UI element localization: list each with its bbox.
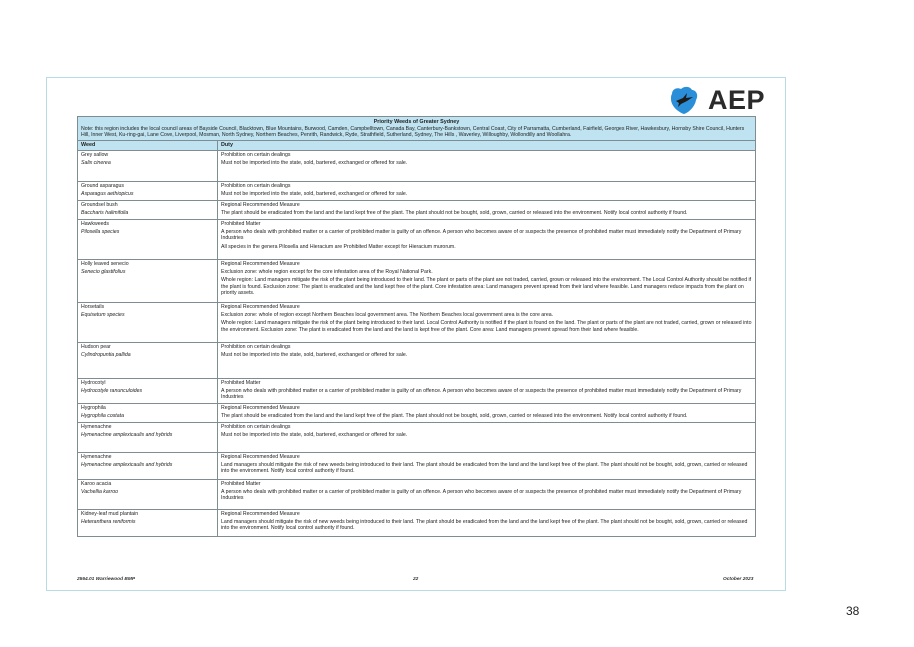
weed-common-name: Hymenachne — [81, 423, 112, 430]
weed-common-name: Hydrocotyl — [81, 380, 106, 387]
header-duty: Duty — [218, 141, 756, 151]
table-row — [78, 260, 756, 303]
duty-text: A person who deals with prohibited matter or a carrier of prohibited matter is guilty of an offence. A person who becomes aware of or suspects the presence of prohibited matter must immediately notify the Department of Primary Industries — [221, 229, 742, 242]
duty-cell — [218, 479, 756, 509]
weed-scientific-name: Hymenachne amplexicaulis and hybrids — [81, 431, 173, 438]
table-row — [78, 182, 756, 201]
weed-scientific-name: Hydrocotyle ranunculoides — [81, 388, 143, 395]
duty-title: Regional Recommended Measure — [221, 304, 300, 311]
table-row — [78, 379, 756, 403]
duty-text: Exclusion zone: whole of region except Northern Beaches local government area. The Northern Beaches local government area is the core area. — [221, 312, 554, 319]
weed-common-name: Grey sallow — [81, 152, 109, 159]
duty-title: Prohibition on certain dealings — [221, 423, 291, 430]
weed-scientific-name: Hygrophila costata — [81, 412, 124, 419]
duty-text-extra: Whole region: Land managers mitigate the risk of the plant being introduced to their land. Local Control Authority is notified if the plant is found on the land. The plant or parts of the plant are not traded, carried, grown or released into the environment. Exclusion zone: The plant is eradicated from the land and the land is kept free of the plant. Core area: Land managers prevent spread from their land where feasible. — [221, 320, 752, 333]
duty-cell — [218, 343, 756, 379]
weed-cell — [78, 260, 218, 303]
weed-scientific-name: Equisetum species — [81, 312, 125, 319]
table-row — [78, 220, 756, 260]
weed-common-name: Hymenachne — [81, 453, 112, 460]
weed-cell — [78, 379, 218, 403]
duty-text-extra: All species in the genera Pilosella and Hieracium are Prohibited Matter except for Hieracium murorum. — [221, 243, 456, 250]
duty-text: Must not be imported into the state, sold, bartered, exchanged or offered for sale. — [221, 352, 408, 359]
duty-text: A person who deals with prohibited matter or a carrier of prohibited matter is guilty of an offence. A person who becomes aware of or suspects the presence of prohibited matter must immediately notify the Department of Primary Industries — [221, 388, 742, 401]
weed-cell — [78, 201, 218, 220]
duty-title: Prohibition on certain dealings — [221, 344, 291, 351]
weed-cell — [78, 151, 218, 182]
weed-scientific-name: Baccharis halimifolia — [81, 210, 129, 217]
table-header-row — [78, 141, 756, 151]
duty-title: Prohibition on certain dealings — [221, 183, 291, 190]
duty-cell — [218, 452, 756, 479]
duty-text: Land managers should mitigate the risk of new weeds being introduced to their land. The plant should be eradicated from the land and the land kept free of the plant. The plant should not be bought, sold, grown, carried or released into the environment. Notify local control authority if found. — [221, 461, 748, 474]
table-title: Priority Weeds of Greater Sydney — [373, 119, 460, 125]
duty-cell — [218, 403, 756, 422]
weed-cell — [78, 220, 218, 260]
weed-common-name: Hygrophila — [81, 404, 106, 411]
duty-text: Must not be imported into the state, sold, bartered, exchanged or offered for sale. — [221, 160, 408, 167]
duty-title: Regional Recommended Measure — [221, 510, 300, 517]
duty-text: The plant should be eradicated from the land and the land kept free of the plant. The plant should not be bought, sold, grown, carried or released into the environment. Notify local control authority if found. — [221, 412, 688, 419]
weed-common-name: Groundsel bush — [81, 202, 118, 209]
footer-page-number: 22 — [413, 577, 419, 582]
duty-title: Regional Recommended Measure — [221, 404, 300, 411]
duty-cell — [218, 220, 756, 260]
duty-cell — [218, 509, 756, 536]
duty-text: Must not be imported into the state, sold, bartered, exchanged or offered for sale. — [221, 431, 408, 438]
table-row — [78, 201, 756, 220]
table-row — [78, 452, 756, 479]
table-row — [78, 343, 756, 379]
weed-scientific-name: Vachellia karroo — [81, 488, 119, 495]
weed-cell — [78, 343, 218, 379]
header-weed: Weed — [78, 141, 218, 151]
duty-title: Prohibited Matter — [221, 380, 261, 387]
table-row — [78, 479, 756, 509]
table-row — [78, 151, 756, 182]
duty-title: Prohibited Matter — [221, 480, 261, 487]
logo-text: AEP — [708, 85, 766, 115]
table-row — [78, 303, 756, 343]
table-row — [78, 403, 756, 422]
weed-common-name: Karoo acacia — [81, 480, 112, 487]
duty-cell — [218, 379, 756, 403]
weed-common-name: Horsetails — [81, 304, 105, 311]
footer-date: October 2023 — [723, 577, 754, 582]
weed-scientific-name: Salix cinerea — [81, 160, 111, 167]
table-title-row — [78, 117, 756, 141]
duty-cell — [218, 422, 756, 452]
weed-cell — [78, 182, 218, 201]
weed-scientific-name: Hymenachne amplexicaulis and hybrids — [81, 461, 173, 468]
weed-cell — [78, 403, 218, 422]
duty-cell — [218, 260, 756, 303]
duty-text: The plant should be eradicated from the land and the land kept free of the plant. The plant should not be bought, sold, grown, carried or released into the environment. Notify local control authority if found. — [221, 210, 688, 217]
weed-scientific-name: Senecio glastifolius — [81, 269, 126, 276]
table-row — [78, 422, 756, 452]
duty-text: Must not be imported into the state, sold, bartered, exchanged or offered for sale. — [221, 191, 408, 198]
duty-title: Regional Recommended Measure — [221, 453, 300, 460]
table-row — [78, 509, 756, 536]
weed-common-name: Ground asparagus — [81, 183, 124, 190]
weed-common-name: Hawkweeds — [81, 221, 109, 228]
priority-weeds-table — [77, 116, 756, 537]
weed-cell — [78, 422, 218, 452]
weed-common-name: Holly leaved senecio — [81, 261, 129, 268]
duty-title: Regional Recommended Measure — [221, 202, 300, 209]
weed-scientific-name: Pilosella species — [81, 229, 120, 236]
footer-document-ref: 2564.01 Warriewood BMP — [77, 577, 136, 582]
duty-title: Prohibition on certain dealings — [221, 152, 291, 159]
duty-cell — [218, 201, 756, 220]
weed-cell — [78, 479, 218, 509]
weed-cell — [78, 303, 218, 343]
weed-scientific-name: Cylindropuntia pallida — [81, 352, 131, 359]
duty-cell — [218, 303, 756, 343]
duty-title: Regional Recommended Measure — [221, 261, 300, 268]
duty-text-extra: Whole region: Land managers mitigate the risk of the plant being introduced to their land. The plant or parts of the plant are not traded, carried, grown or released into the environment. The Local Control Authority should be notified if the plant is found. Exclusion zone: The plant is eradicated and the land kept free of the plant. Core infestation area: Land managers prevent spread from their land where feasible. Land managers reduce impacts from the plant on priority assets. — [221, 277, 752, 296]
weed-common-name: Hudson pear — [81, 344, 111, 351]
priority-weeds-table-container — [77, 116, 756, 537]
duty-cell — [218, 151, 756, 182]
weed-scientific-name: Asparagus aethiopicus — [81, 191, 134, 198]
duty-text: Land managers should mitigate the risk of new weeds being introduced to their land. The plant should be eradicated from the land and the land kept free of the plant. The plant should not be bought, sold, grown, carried or released into the environment. Notify local control authority if found. — [221, 518, 748, 531]
weed-cell — [78, 452, 218, 479]
weed-cell — [78, 509, 218, 536]
duty-text: Exclusion zone: whole region except for the core infestation area of the Royal National Park. — [221, 269, 433, 276]
weed-common-name: Kidney-leaf mud plantain — [81, 510, 139, 517]
duty-text: A person who deals with prohibited matter or a carrier of prohibited matter is guilty of an offence. A person who becomes aware of or suspects the presence of prohibited matter must immediately notify the Department of Primary Industries — [221, 488, 742, 501]
duty-cell — [218, 182, 756, 201]
duty-title: Prohibited Matter — [221, 221, 261, 228]
weed-scientific-name: Heteranthera reniformis — [81, 518, 136, 525]
table-note: Note: this region includes the local council areas of Bayside Council, Blacktown, Blue Mountains, Burwood, Camden, Campbelltown, Canada Bay, Canterbury-Bankstown, Central Coast, City of Parramatta, Cumberland, Fairfield, Georges River, Hawkesbury, Hornsby Shire Council, Hunters Hill, Inner West, Ku-ring-gai, Lane Cove, Liverpool, Mosman, North Sydney, Northern Beaches, Penrith, Randwick, Ryde, Strathfield, Sutherland, Sydney, The Hills , Waverley, Willoughby, Wollondilly and Woollahra. — [81, 126, 745, 139]
slide-number: 38 — [846, 604, 860, 618]
